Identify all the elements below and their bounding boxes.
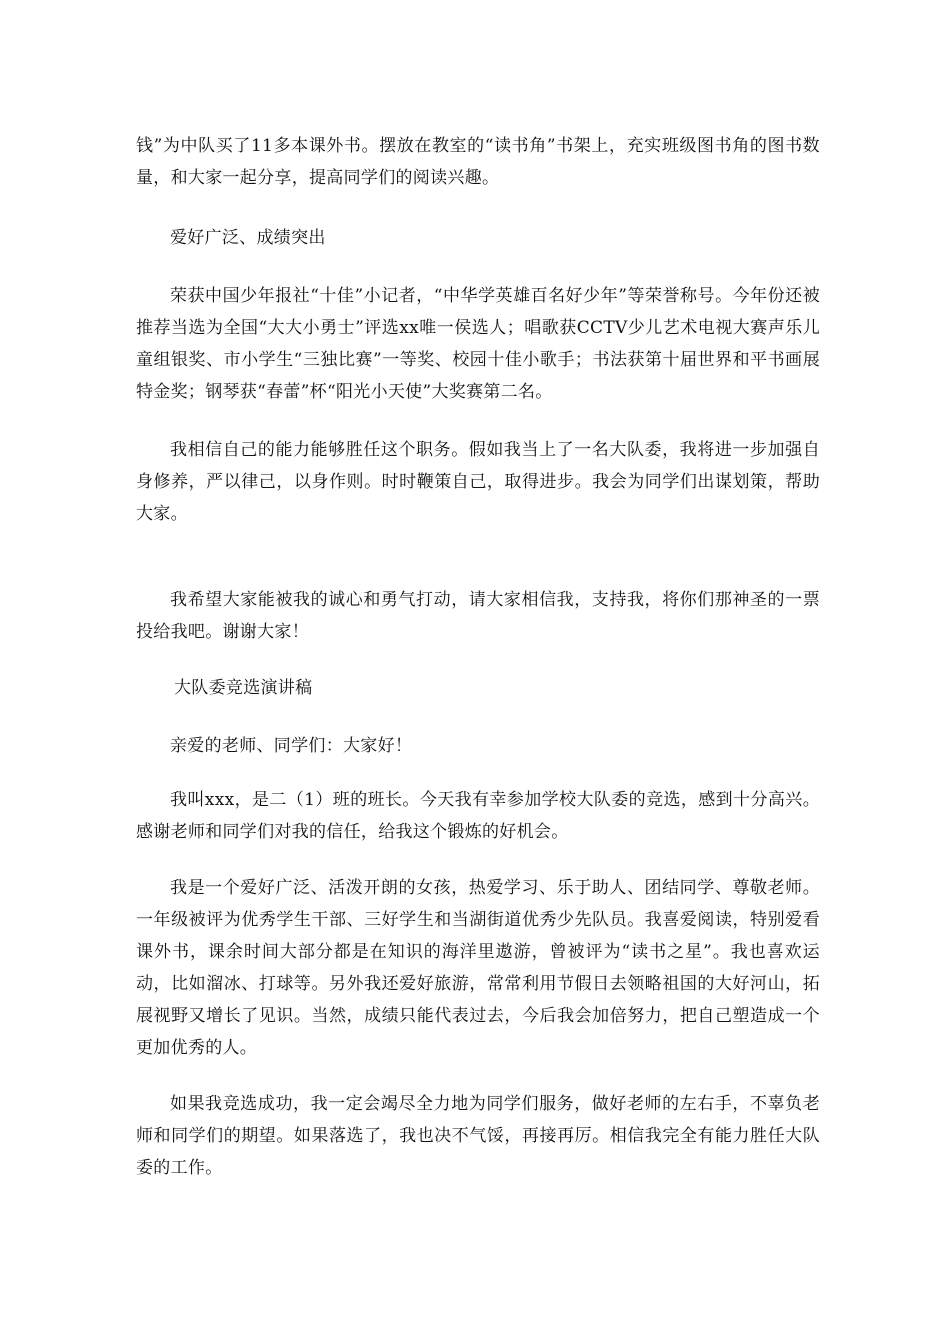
paragraph-text: 钱”为中队买了11多本课外书。摆放在教室的“读书角”书架上，充实班级图书角的图书数量，和大家一起分享，提高同学们的阅读兴趣。	[136, 136, 820, 188]
paragraph-self-description	[136, 872, 820, 1064]
greeting	[136, 730, 820, 762]
speech-title	[136, 672, 820, 704]
paragraph-continued	[136, 130, 820, 194]
paragraph-intro	[136, 784, 820, 848]
paragraph-text: 荣获中国少年报社“十佳”小记者，“中华学英雄百名好少年”等荣誉称号。今年份还被推荐当选为全国“大大小勇士”评选xx唯一侯选人；唱歌获CCTV少儿艺术电视大赛声乐儿童组银奖、市小学生“三独比赛”一等奖、校园十佳小歌手；书法获第十届世界和平书画展特金奖；钢琴获“春蕾”杯“阳光小天使”大奖赛第二名。	[136, 286, 820, 402]
greeting-text: 亲爱的老师、同学们：大家好！	[170, 736, 413, 756]
speech-title-text: 大队委竞选演讲稿	[174, 678, 313, 698]
section-heading	[136, 222, 820, 254]
paragraph-text: 如果我竞选成功，我一定会竭尽全力地为同学们服务，做好老师的左右手，不辜负老师和同学们的期望。如果落选了，我也决不气馁，再接再厉。相信我完全有能力胜任大队委的工作。	[136, 1094, 820, 1178]
paragraph-confidence	[136, 434, 820, 530]
section-heading-text: 爱好广泛、成绩突出	[170, 228, 326, 248]
paragraph-closing	[136, 1088, 820, 1184]
paragraph-text: 我叫xxx，是二（1）班的班长。今天我有幸参加学校大队委的竞选，感到十分高兴。感谢老师和同学们对我的信任，给我这个锻炼的好机会。	[136, 790, 820, 842]
paragraph-text: 我是一个爱好广泛、活泼开朗的女孩，热爱学习、乐于助人、团结同学、尊敬老师。一年级被评为优秀学生干部、三好学生和当湖街道优秀少先队员。我喜爱阅读，特别爱看课外书，课余时间大部分都是在知识的海洋里遨游，曾被评为“读书之星”。我也喜欢运动，比如溜冰、打球等。另外我还爱好旅游，常常利用节假日去领略祖国的大好河山，拓展视野又增长了见识。当然，成绩只能代表过去，今后我会加倍努力，把自己塑造成一个更加优秀的人。	[136, 878, 820, 1058]
paragraph-appeal	[136, 584, 820, 648]
paragraph-honors	[136, 280, 820, 408]
paragraph-text: 我相信自己的能力能够胜任这个职务。假如我当上了一名大队委，我将进一步加强自身修养，严以律己，以身作则。时时鞭策自己，取得进步。我会为同学们出谋划策，帮助大家。	[136, 440, 820, 524]
paragraph-text: 我希望大家能被我的诚心和勇气打动，请大家相信我，支持我，将你们那神圣的一票投给我吧。谢谢大家！	[136, 590, 820, 642]
